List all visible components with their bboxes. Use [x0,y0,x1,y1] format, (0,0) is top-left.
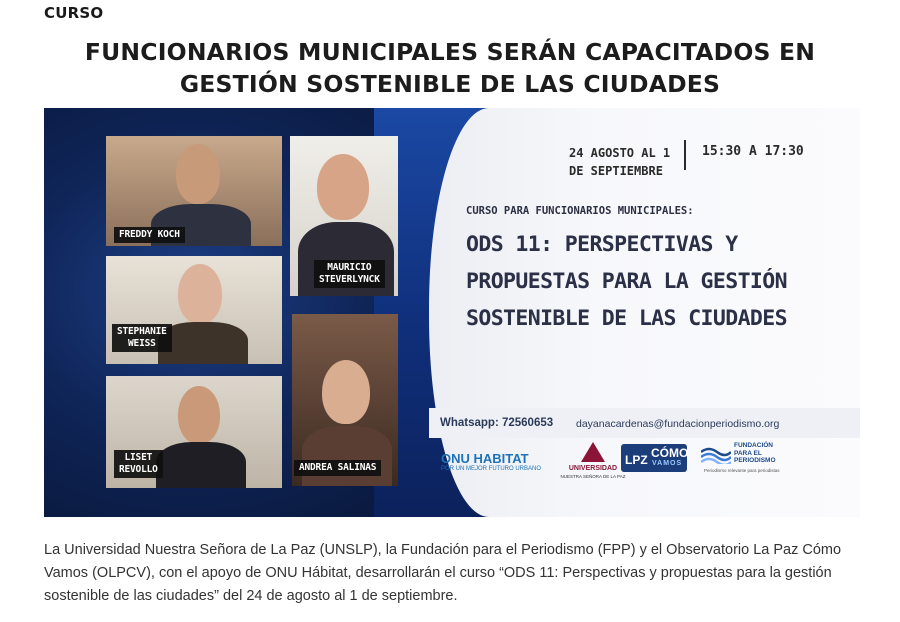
speaker-photo-mauricio-steverlynck [290,136,398,296]
fpp-logo-icon [701,446,731,464]
unslp-logo-text: UNIVERSIDAD [568,465,618,472]
whatsapp-contact: Whatsapp: 72560653 [440,417,554,429]
speaker-name-text: FREDDY KOCH [119,229,180,240]
fpp-logo-line: PERIODISMO [734,457,776,464]
speaker-name-text: REVOLLO [119,464,158,475]
course-time: 15:30 A 17:30 [702,144,804,159]
vamos-logo-text: VAMOS [652,460,683,467]
course-date-line: 24 AGOSTO AL 1 [569,146,671,160]
fpp-logo-text [734,442,776,465]
speaker-photo-andrea-salinas [292,314,398,486]
speaker-name-text: LISET [124,452,153,463]
course-date-line: DE SEPTIEMBRE [569,164,663,178]
speaker-name [114,450,163,478]
speaker-name [114,227,185,243]
page-title: FUNCIONARIOS MUNICIPALES SERÁN CAPACITADOS EN GESTIÓN SOSTENIBLE DE LAS CIUDADES [84,38,816,98]
onu-habitat-tagline: POR UN MEJOR FUTURO URBANO [441,466,542,472]
fpp-logo-line: PARA EL [734,449,762,457]
speaker-name [294,460,381,476]
fpp-logo-line: FUNDACIÓN [734,442,773,449]
speaker-name-text: STEVERLYNCK [319,274,380,285]
speaker-name-text: STEPHANIE [117,326,167,337]
onu-habitat-logo: ONU HABITAT [441,451,529,466]
speaker-name [112,324,172,352]
divider [684,140,686,170]
unslp-logo-subtext: NUESTRA SEÑORA DE LA PAZ [560,474,626,479]
como-logo-text: CÓMO [651,446,689,460]
course-title-line: PROPUESTAS PARA LA GESTIÓN [466,269,787,294]
fpp-logo-tagline: Periodismo relevante para periodistas [704,468,780,473]
course-title [466,226,846,337]
speaker-photo-stephanie-weiss [106,256,282,364]
course-dates [569,144,670,180]
unslp-logo-icon [581,442,605,462]
lpz-como-vamos-logo [621,444,687,472]
speaker-name-text: ANDREA SALINAS [299,462,377,473]
speaker-photo-liset-revollo [106,376,282,488]
speaker-name-text: WEISS [128,338,156,349]
article-paragraph: La Universidad Nuestra Señora de La Paz (UNSLP), la Fundación para el Periodismo (FPP) y el Observatorio La Paz Cómo Vamos (OLPCV), con el apoyo de ONU Hábitat, desarrollarán el curso “ODS 11: Perspectivas y propuestas para la gestión sostenible de las ciudades” del 24 de agosto al 1 de septiembre. [44,542,842,604]
section-tag[interactable]: CURSO [44,4,104,22]
speaker-photo-freddy-koch [106,136,282,246]
course-title-line: ODS 11: PERSPECTIVAS Y [466,232,738,257]
speaker-name-text: MAURICIO [327,262,372,273]
email-contact: dayanacardenas@fundacionperiodismo.org [576,418,780,430]
course-banner-image [44,108,860,517]
speaker-name [314,260,385,288]
lpz-logo-text: LPZ [625,453,648,467]
course-title-line: SOSTENIBLE DE LAS CIUDADES [466,306,787,331]
course-kicker: CURSO PARA FUNCIONARIOS MUNICIPALES: [466,205,694,217]
